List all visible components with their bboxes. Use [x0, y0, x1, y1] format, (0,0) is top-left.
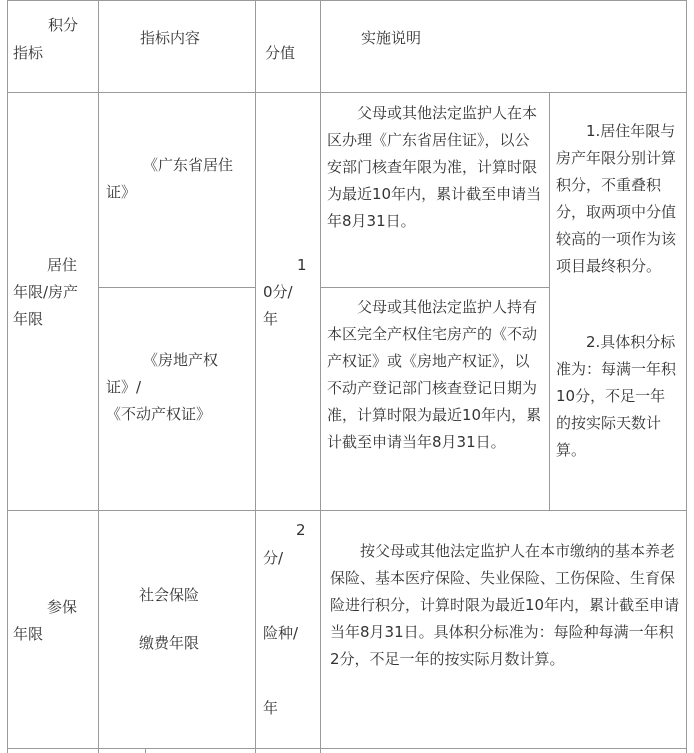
insurance-score-line1: 2	[296, 521, 306, 539]
residence-rule-2: 2.具体积分标准为：每满一年积10分，不足一年的按实际天数计算。	[556, 333, 677, 459]
col-divider-3	[320, 0, 321, 753]
residence-indicator-line1: 居住	[47, 256, 78, 274]
residence-score-line1: 1	[297, 256, 307, 274]
residence-indicator-line2: 年限/房产	[13, 283, 79, 301]
table-border-left	[7, 0, 8, 753]
residence-rule-1: 1.居住年限与房产年限分别计算积分，不重叠积分，取两项中分值较高的一项作为该项目最终积分。	[556, 122, 677, 275]
header-indicator-label: 指标	[13, 44, 44, 62]
col-divider-2	[255, 0, 256, 753]
residence-score-line3: 年	[263, 310, 279, 328]
insurance-indicator-line2: 年限	[13, 625, 44, 643]
next-row-fragment	[145, 748, 146, 753]
insurance-score-line4: 年	[263, 699, 279, 717]
property-content-line3: 《不动产权证》	[106, 405, 212, 423]
col-divider-1	[98, 0, 99, 753]
residence-bottom-rule	[7, 510, 687, 511]
header-score-label: 分值	[265, 44, 296, 62]
header-description-label: 实施说明	[361, 29, 422, 47]
insurance-indicator-line1: 参保	[47, 598, 78, 616]
header-points-label: 积分	[48, 16, 79, 34]
permit-description: 父母或其他法定监护人在本区办理《广东省居住证》，以公安部门核查年限为准，计算时限为最近10年内，累计截至申请当年8月31日。	[327, 104, 542, 230]
residence-split-rule	[98, 287, 255, 288]
residence-score-line2: 0分/	[263, 283, 293, 301]
insurance-content-line1: 社会保险	[139, 586, 200, 604]
insurance-content-line2: 缴费年限	[139, 634, 200, 652]
insurance-bottom-rule	[7, 748, 687, 749]
insurance-description: 按父母或其他法定监护人在本市缴纳的基本养老保险、基本医疗保险、失业保险、工伤保险、生育保险进行积分，计算时限为最近10年内，累计截至申请当年8月31日。具体积分标准为：每险种每满一年积2分，不足一年的按实际月数计算。	[330, 542, 680, 668]
residence-split-rule-desc	[320, 287, 549, 288]
insurance-score-line2: 分/	[263, 549, 284, 567]
property-content-line1: 《房地产权	[143, 351, 219, 369]
table-border-top	[7, 0, 687, 1]
table-border-right	[686, 0, 687, 753]
permit-content-line1: 《广东省居住	[143, 156, 234, 174]
property-content-line2: 证》/	[106, 378, 142, 396]
header-content-label: 指标内容	[140, 29, 201, 47]
header-bottom-rule	[7, 92, 687, 93]
rules-divider	[549, 92, 550, 510]
insurance-score-line3: 险种/	[263, 624, 299, 642]
permit-content-line2: 证》	[106, 183, 137, 201]
residence-indicator-line3: 年限	[13, 310, 44, 328]
property-description: 父母或其他法定监护人持有本区完全产权住宅房产的《不动产权证》或《房地产权证》，以不动产登记部门核查登记日期为准，计算时限为最近10年内，累计截至申请当年8月31日。	[327, 298, 542, 451]
